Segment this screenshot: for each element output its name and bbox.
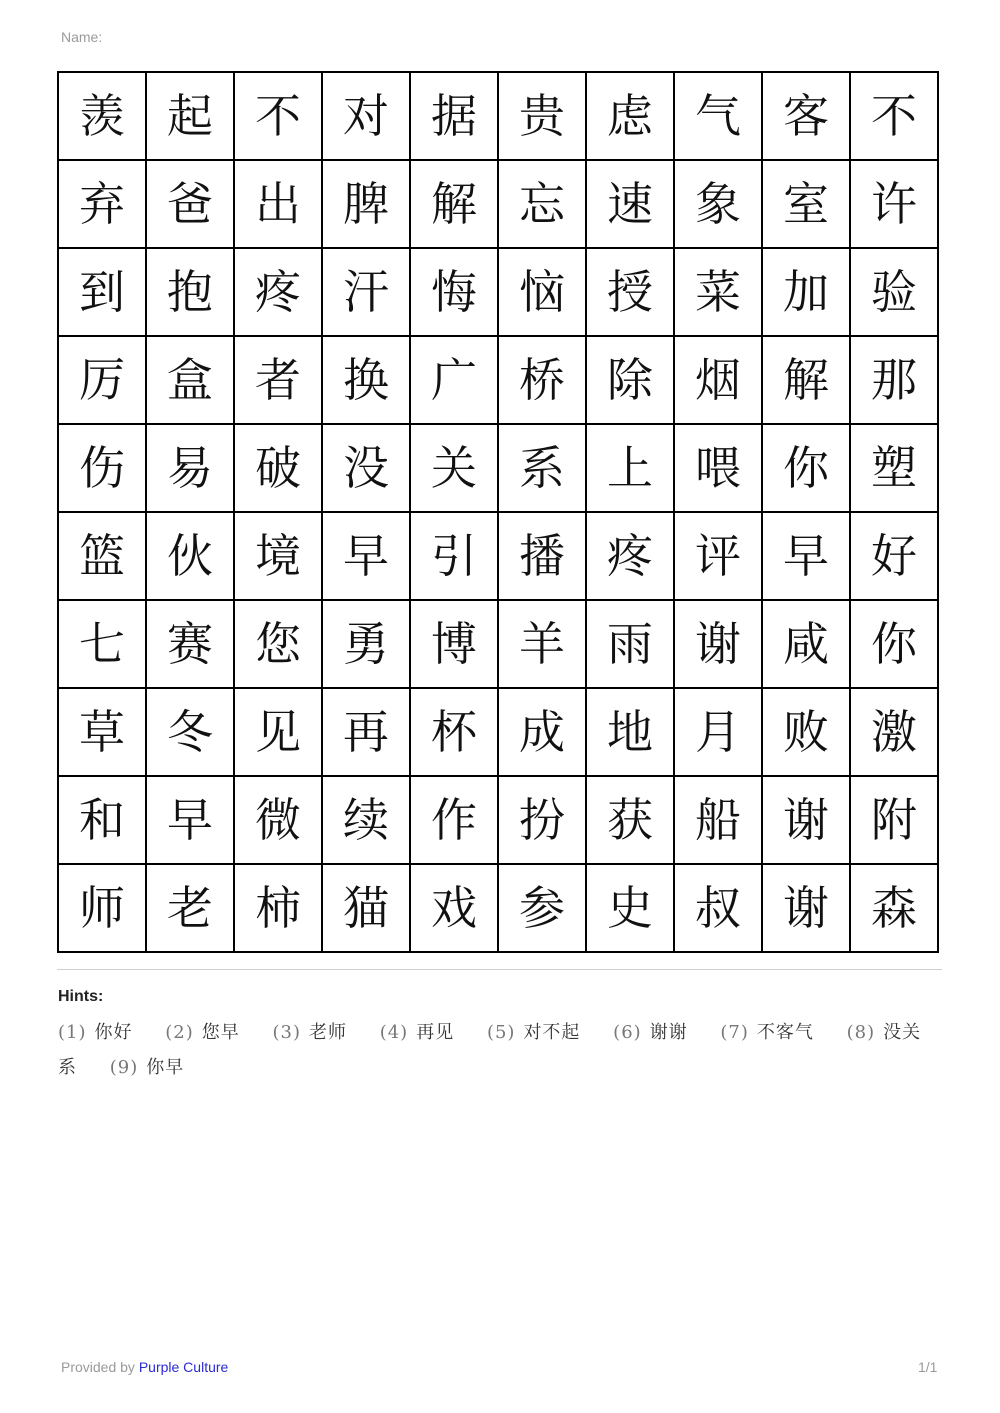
grid-cell[interactable]: 除 [587,337,675,425]
hint-text: 你好 [94,1022,133,1043]
grid-cell[interactable]: 伤 [59,425,147,513]
grid-cell[interactable]: 地 [587,689,675,777]
grid-cell[interactable]: 雨 [587,601,675,689]
grid-cell[interactable]: 据 [411,73,499,161]
hint-number: (4) [379,1022,409,1043]
footer-provided-by: Provided by [61,1359,139,1375]
grid-cell[interactable]: 早 [147,777,235,865]
hint-text: 老师 [308,1022,347,1043]
grid-cell[interactable]: 见 [235,689,323,777]
grid-cell[interactable]: 疼 [235,249,323,337]
grid-cell[interactable]: 早 [763,513,851,601]
grid-cell[interactable]: 气 [675,73,763,161]
grid-cell[interactable]: 你 [851,601,939,689]
character-grid [57,71,939,953]
grid-cell[interactable]: 作 [411,777,499,865]
grid-cell[interactable]: 盒 [147,337,235,425]
grid-cell[interactable]: 悔 [411,249,499,337]
hint-item [380,1022,455,1043]
grid-cell[interactable]: 象 [675,161,763,249]
grid-cell[interactable]: 验 [851,249,939,337]
hint-text: 谢谢 [649,1022,688,1043]
grid-cell[interactable]: 弃 [59,161,147,249]
hint-item [487,1022,581,1043]
grid-cell[interactable]: 咸 [763,601,851,689]
hint-item [720,1022,814,1043]
grid-cell[interactable]: 勇 [323,601,411,689]
grid-cell[interactable]: 老 [147,865,235,953]
grid-cell[interactable]: 速 [587,161,675,249]
grid-cell[interactable]: 谢 [763,777,851,865]
hint-text: 没关系 [58,1022,922,1078]
grid-cell[interactable]: 再 [323,689,411,777]
grid-cell[interactable]: 七 [59,601,147,689]
hint-text: 您早 [201,1022,240,1043]
grid-cell[interactable]: 篮 [59,513,147,601]
hint-item [165,1022,240,1043]
grid-cell[interactable]: 起 [147,73,235,161]
grid-cell[interactable]: 没 [323,425,411,513]
grid-cell[interactable]: 脾 [323,161,411,249]
hint-number: (5) [486,1022,516,1043]
grid-cell[interactable]: 授 [587,249,675,337]
grid-cell[interactable]: 解 [411,161,499,249]
hint-item [58,1022,133,1043]
grid-cell[interactable]: 塑 [851,425,939,513]
grid-cell[interactable]: 船 [675,777,763,865]
grid-cell[interactable]: 微 [235,777,323,865]
grid-cell[interactable]: 贵 [499,73,587,161]
grid-cell[interactable]: 早 [323,513,411,601]
grid-cell[interactable]: 不 [235,73,323,161]
grid-cell[interactable]: 参 [499,865,587,953]
grid-cell[interactable]: 羊 [499,601,587,689]
grid-cell[interactable]: 你 [763,425,851,513]
grid-cell[interactable]: 草 [59,689,147,777]
hint-number: (7) [720,1022,749,1043]
grid-cell[interactable]: 扮 [499,777,587,865]
name-label: Name: [61,29,103,45]
grid-cell[interactable]: 加 [763,249,851,337]
grid-cell[interactable]: 引 [411,513,499,601]
grid-cell[interactable]: 室 [763,161,851,249]
hint-number: (6) [613,1022,642,1043]
grid-cell[interactable]: 博 [411,601,499,689]
grid-cell[interactable]: 月 [675,689,763,777]
grid-cell[interactable]: 抱 [147,249,235,337]
grid-cell[interactable]: 柿 [235,865,323,953]
grid-cell[interactable]: 恼 [499,249,587,337]
grid-cell[interactable]: 师 [59,865,147,953]
grid-cell[interactable]: 喂 [675,425,763,513]
divider [57,969,942,970]
grid-cell[interactable]: 桥 [499,337,587,425]
grid-cell[interactable]: 叔 [675,865,763,953]
grid-cell[interactable]: 广 [411,337,499,425]
grid-cell[interactable]: 播 [499,513,587,601]
grid-cell[interactable]: 那 [851,337,939,425]
grid-cell[interactable]: 忘 [499,161,587,249]
grid-cell[interactable]: 客 [763,73,851,161]
hints-list [58,1015,928,1085]
grid-cell[interactable]: 好 [851,513,939,601]
grid-cell[interactable]: 系 [499,425,587,513]
grid-cell[interactable]: 虑 [587,73,675,161]
hint-number: (2) [165,1022,194,1043]
footer-credit [61,1359,228,1375]
grid-cell[interactable]: 到 [59,249,147,337]
grid-cell[interactable]: 附 [851,777,939,865]
grid-cell[interactable]: 赛 [147,601,235,689]
grid-cell[interactable]: 和 [59,777,147,865]
grid-cell[interactable]: 史 [587,865,675,953]
grid-cell[interactable]: 谢 [675,601,763,689]
grid-cell[interactable]: 猫 [323,865,411,953]
grid-cell[interactable]: 冬 [147,689,235,777]
grid-cell[interactable]: 获 [587,777,675,865]
grid-cell[interactable]: 谢 [763,865,851,953]
hint-number: (3) [272,1022,301,1043]
grid-cell[interactable]: 对 [323,73,411,161]
grid-cell[interactable]: 许 [851,161,939,249]
grid-cell[interactable]: 者 [235,337,323,425]
purple-culture-link[interactable]: Purple Culture [138,1359,229,1375]
grid-cell[interactable]: 上 [587,425,675,513]
grid-cell[interactable]: 不 [851,73,939,161]
hint-text: 再见 [416,1022,455,1043]
grid-cell[interactable]: 森 [851,865,939,953]
hint-item [110,1057,185,1078]
grid-cell[interactable]: 疼 [587,513,675,601]
grid-cell[interactable]: 续 [323,777,411,865]
grid-cell[interactable]: 易 [147,425,235,513]
grid-cell[interactable]: 解 [763,337,851,425]
grid-cell[interactable]: 杯 [411,689,499,777]
hint-item [613,1022,688,1043]
grid-cell[interactable]: 烟 [675,337,763,425]
hint-item [272,1022,347,1043]
grid-cell[interactable]: 戏 [411,865,499,953]
grid-cell[interactable]: 汗 [323,249,411,337]
grid-cell[interactable]: 出 [235,161,323,249]
hint-number: (8) [846,1022,876,1043]
hint-text: 对不起 [523,1022,581,1043]
grid-cell[interactable]: 关 [411,425,499,513]
grid-cell[interactable]: 爸 [147,161,235,249]
grid-cell[interactable]: 您 [235,601,323,689]
grid-cell[interactable]: 换 [323,337,411,425]
grid-cell[interactable]: 破 [235,425,323,513]
page-number: 1/1 [918,1359,938,1375]
grid-cell[interactable]: 伙 [147,513,235,601]
hint-text: 不客气 [756,1022,814,1043]
grid-cell[interactable]: 境 [235,513,323,601]
grid-cell[interactable]: 评 [675,513,763,601]
grid-cell[interactable]: 激 [851,689,939,777]
grid-cell[interactable]: 败 [763,689,851,777]
grid-cell[interactable]: 成 [499,689,587,777]
grid-cell[interactable]: 厉 [59,337,147,425]
grid-cell[interactable]: 羡 [59,73,147,161]
grid-cell[interactable]: 菜 [675,249,763,337]
hints-title: Hints: [58,988,104,1005]
hint-number: (1) [58,1022,87,1043]
hint-text: 你早 [146,1057,185,1078]
hint-number: (9) [109,1057,139,1078]
